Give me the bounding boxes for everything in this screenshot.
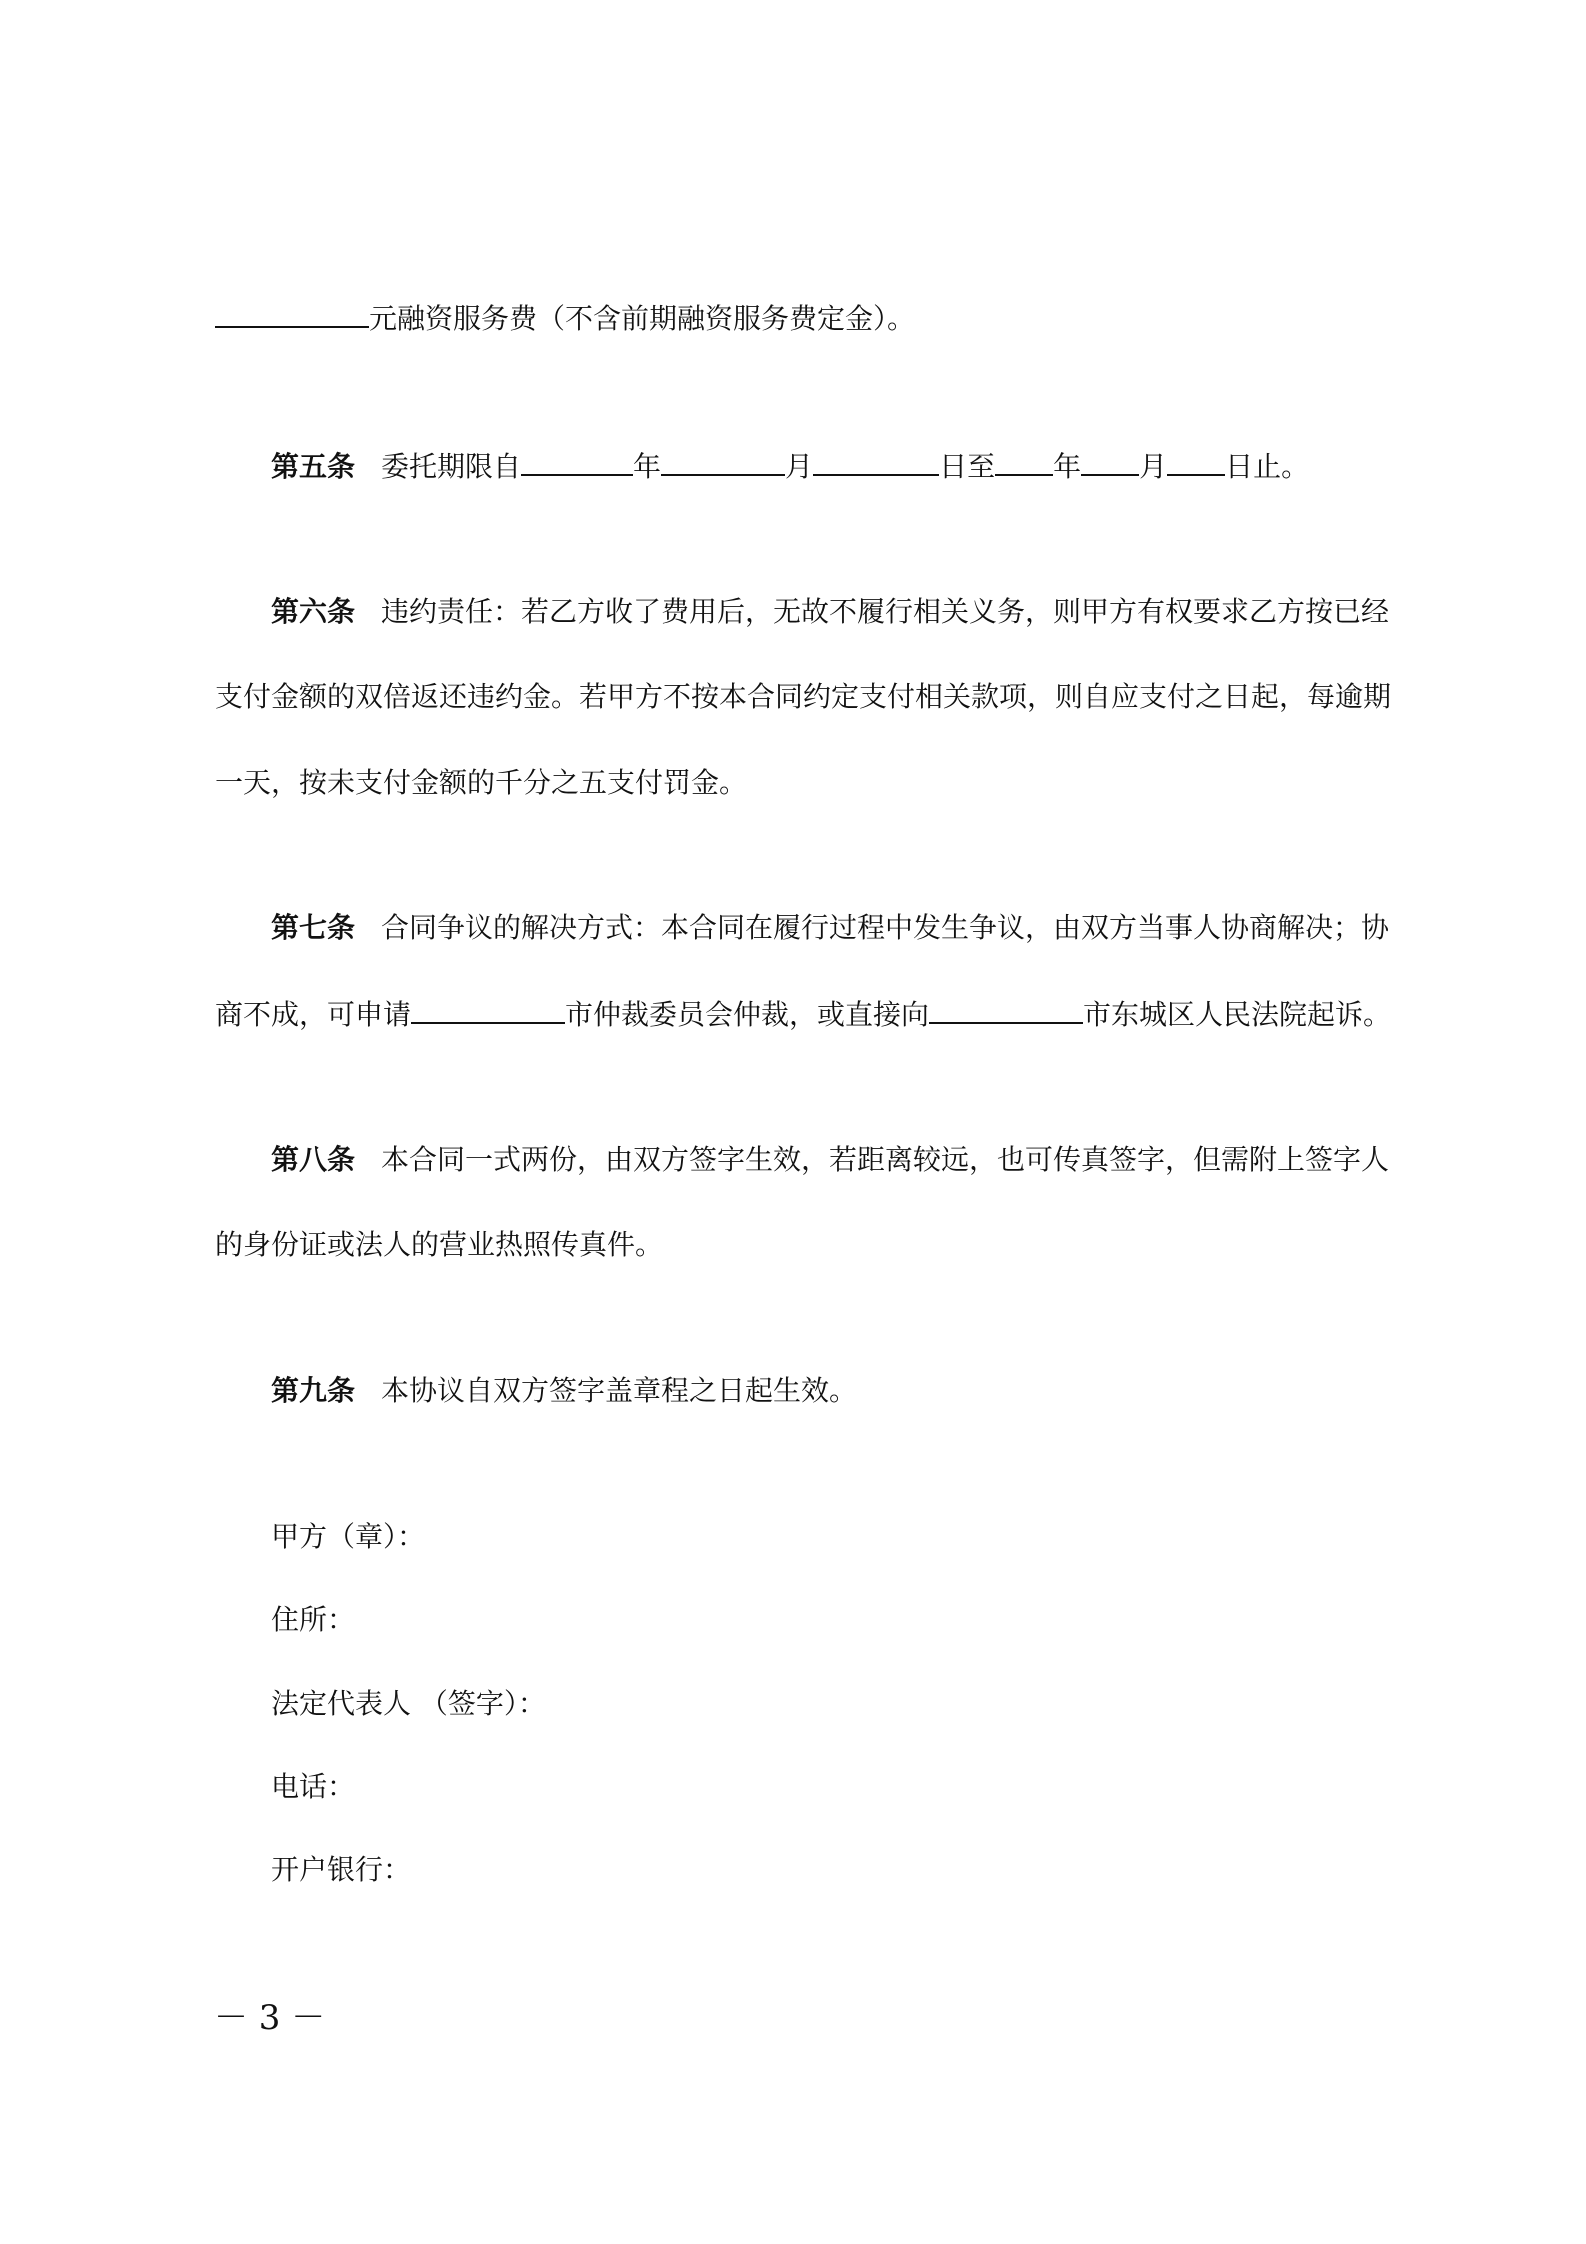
- article7-label: 第七条: [271, 911, 356, 944]
- article7-text-2a: 商不成，可申请: [215, 998, 412, 1031]
- article5-text-4: 日至: [939, 450, 996, 483]
- start-year-blank: [521, 446, 633, 476]
- article9-text-1: 本协议自双方签字盖章程之日起生效。: [381, 1374, 858, 1407]
- article7-line2: [215, 994, 1395, 1035]
- article8-text-1: 本合同一式两份，由双方签字生效，若距离较远，也可传真签字，但需附上签字人: [381, 1143, 1390, 1176]
- article6-line3: 一天，按未支付金额的千分之五支付罚金。: [215, 766, 748, 799]
- end-day-blank: [1167, 446, 1225, 476]
- start-month-blank: [661, 446, 785, 476]
- article7-text-2c: 市东城区人民法院起诉。: [1083, 998, 1392, 1031]
- article4-continuation: [215, 298, 1395, 339]
- end-month-blank: [1081, 446, 1139, 476]
- article5: [271, 446, 1451, 487]
- article7-line1: [271, 908, 1451, 948]
- amount-blank: [215, 298, 369, 328]
- end-year-blank: [995, 446, 1053, 476]
- phone-label: 电话：: [271, 1770, 356, 1803]
- article7-text-1: 合同争议的解决方式：本合同在履行过程中发生争议，由双方当事人协商解决；协: [381, 911, 1390, 944]
- article5-text-6: 月: [1139, 450, 1168, 483]
- court-city-blank: [929, 994, 1083, 1024]
- article5-text-1: 委托期限自: [381, 450, 522, 483]
- address-label: 住所：: [271, 1603, 356, 1636]
- article6-line1: [271, 592, 1451, 632]
- article6-text-1: 违约责任：若乙方收了费用后，无故不履行相关义务，则甲方有权要求乙方按已经: [381, 595, 1390, 628]
- article7-text-2b: 市仲裁委员会仲裁，或直接向: [565, 998, 930, 1031]
- article6-line2: 支付金额的双倍返还违约金。若甲方不按本合同约定支付相关款项，则自应支付之日起，每逾期: [215, 680, 1392, 713]
- article8-line1: [271, 1140, 1451, 1180]
- arbitration-city-blank: [411, 994, 565, 1024]
- legal-representative-label: 法定代表人 （签字）：: [271, 1687, 546, 1720]
- article5-label: 第五条: [271, 450, 356, 483]
- article9-line1: [271, 1371, 1451, 1411]
- bank-label: 开户银行：: [271, 1853, 412, 1886]
- party-a-seal-label: 甲方（章）：: [271, 1520, 426, 1553]
- article4-text: 元融资服务费（不含前期融资服务费定金）。: [369, 302, 916, 335]
- article5-text-3: 月: [785, 450, 814, 483]
- article8-line2: 的身份证或法人的营业热照传真件。: [215, 1228, 664, 1261]
- start-day-blank: [813, 446, 939, 476]
- article6-label: 第六条: [271, 595, 356, 628]
- article5-text-2: 年: [633, 450, 662, 483]
- article5-text-7: 日止。: [1225, 450, 1310, 483]
- article8-label: 第八条: [271, 1143, 356, 1176]
- article5-text-5: 年: [1053, 450, 1082, 483]
- page-number: － 3 －: [214, 1998, 326, 2038]
- article9-label: 第九条: [271, 1374, 356, 1407]
